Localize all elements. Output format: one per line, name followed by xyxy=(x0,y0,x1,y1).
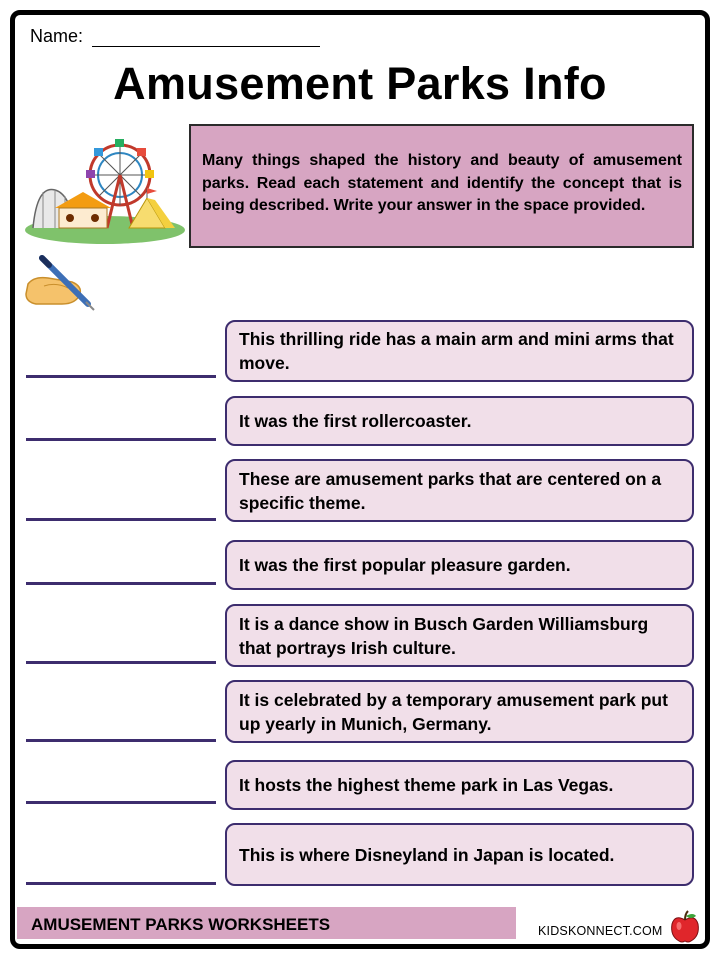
statement-card: It hosts the highest theme park in Las Vegas. xyxy=(225,760,694,810)
answer-line[interactable] xyxy=(26,882,216,885)
answer-line[interactable] xyxy=(26,438,216,441)
name-label: Name: xyxy=(30,26,84,46)
statement-card: It is celebrated by a temporary amusement park put up yearly in Munich, Germany. xyxy=(225,680,694,743)
instructions-box: Many things shaped the history and beauty of amusement parks. Read each statement and identify the concept that is being described. Write your answer in the space provided. xyxy=(189,124,694,248)
statement-card: It was the first rollercoaster. xyxy=(225,396,694,446)
site-link[interactable]: KIDSKONNECT.COM xyxy=(538,924,663,938)
answer-line[interactable] xyxy=(26,739,216,742)
statement-card: It was the first popular pleasure garden. xyxy=(225,540,694,590)
footer-label: AMUSEMENT PARKS WORKSHEETS xyxy=(31,915,331,934)
answer-line[interactable] xyxy=(26,518,216,521)
amusement-park-icon xyxy=(25,130,187,248)
statement-card: These are amusement parks that are centered on a specific theme. xyxy=(225,459,694,522)
answer-line[interactable] xyxy=(26,801,216,804)
statement-card: This is where Disneyland in Japan is located. xyxy=(225,823,694,886)
apple-icon xyxy=(669,910,701,944)
statement-card: This thrilling ride has a main arm and mini arms that move. xyxy=(225,320,694,382)
statement-card: It is a dance show in Busch Garden Williamsburg that portrays Irish culture. xyxy=(225,604,694,667)
page-title: Amusement Parks Info xyxy=(113,58,607,109)
answer-line[interactable] xyxy=(26,661,216,664)
answer-line[interactable] xyxy=(26,582,216,585)
answer-line[interactable] xyxy=(26,375,216,378)
name-input-line[interactable] xyxy=(92,46,320,47)
hand-writing-icon xyxy=(22,252,102,312)
